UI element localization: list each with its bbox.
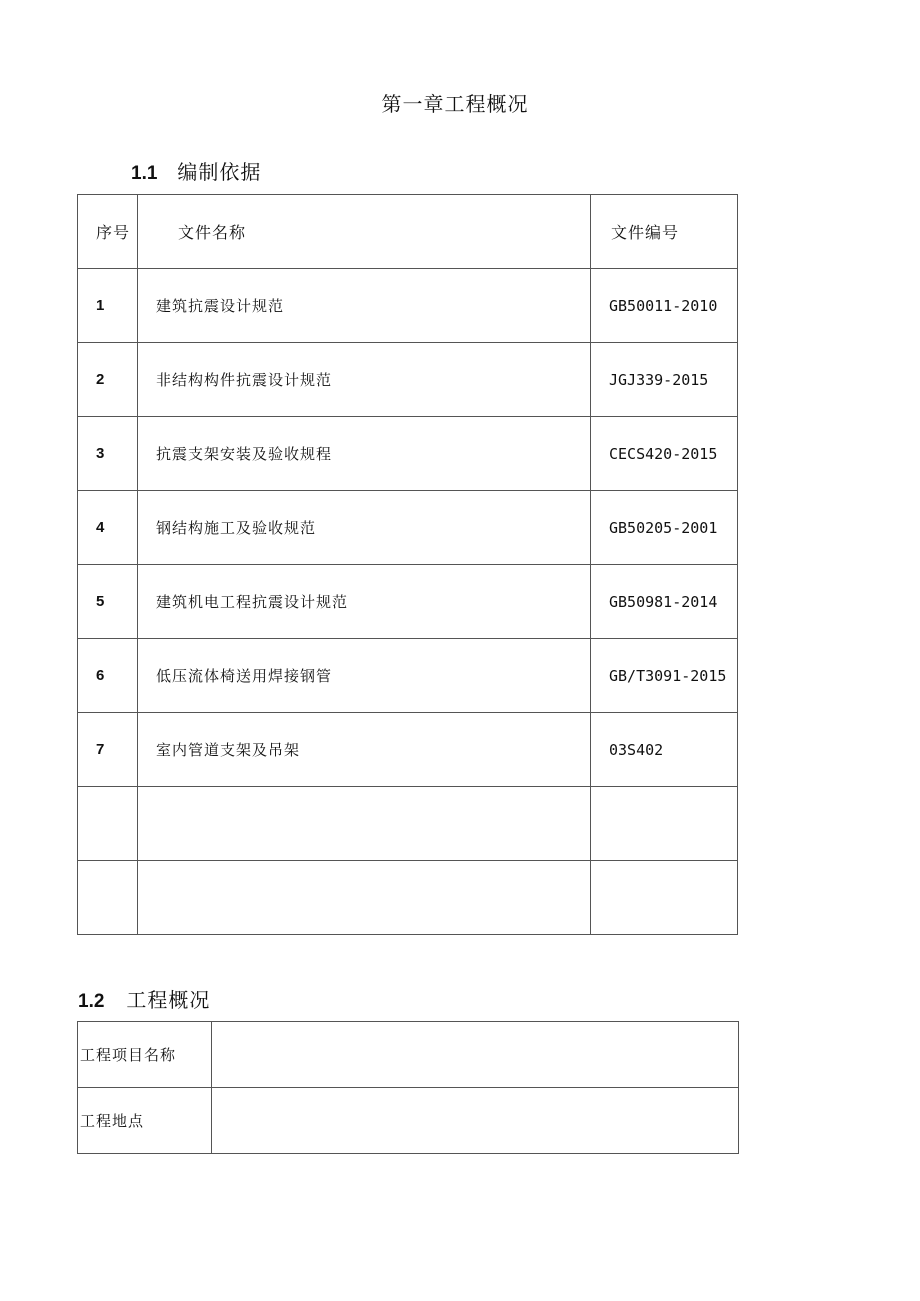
row-code: 03S402 [591,713,738,787]
basis-table [77,194,738,935]
location-label: 工程地点 [78,1088,212,1154]
overview-table [77,1021,739,1154]
location-value [212,1088,739,1154]
section-number: 1.2 [78,991,105,1012]
row-name: 钢结构施工及验收规范 [138,491,591,565]
header-no: 序号 [78,195,138,269]
section-number: 1.1 [131,163,158,184]
table-row [78,417,738,491]
row-no: 3 [78,417,138,491]
section-heading-basis [131,156,261,185]
row-code [591,787,738,861]
overview-row-location [78,1088,739,1154]
table-row [78,491,738,565]
row-no [78,861,138,935]
row-name [138,861,591,935]
table-row [78,565,738,639]
table-row [78,343,738,417]
row-name: 建筑机电工程抗震设计规范 [138,565,591,639]
row-no [78,787,138,861]
table-row [78,639,738,713]
row-name: 抗震支架安装及验收规程 [138,417,591,491]
row-name [138,787,591,861]
row-no: 2 [78,343,138,417]
table-header-row [78,195,738,269]
row-name: 建筑抗震设计规范 [138,269,591,343]
row-code: GB/T3091-2015 [591,639,738,713]
header-name: 文件名称 [138,195,591,269]
chapter-title: 第一章工程概况 [381,92,529,116]
project-name-value [212,1022,739,1088]
section-heading-overview [78,984,210,1013]
row-no: 7 [78,713,138,787]
row-code: GB50011-2010 [591,269,738,343]
row-name: 非结构构件抗震设计规范 [138,343,591,417]
project-name-label: 工程项目名称 [78,1022,212,1088]
row-no: 5 [78,565,138,639]
table-row [78,269,738,343]
section-title: 编制依据 [177,160,262,184]
header-code: 文件编号 [591,195,738,269]
table-row [78,713,738,787]
table-row-empty [78,787,738,861]
section-title: 工程概况 [126,988,211,1012]
overview-row-project-name [78,1022,739,1088]
row-name: 室内管道支架及吊架 [138,713,591,787]
row-code: JGJ339-2015 [591,343,738,417]
table-row-empty [78,861,738,935]
row-code: CECS420-2015 [591,417,738,491]
row-code: GB50205-2001 [591,491,738,565]
row-no: 6 [78,639,138,713]
row-name: 低压流体椅送用焊接钢管 [138,639,591,713]
row-no: 4 [78,491,138,565]
row-code: GB50981-2014 [591,565,738,639]
row-no: 1 [78,269,138,343]
row-code [591,861,738,935]
